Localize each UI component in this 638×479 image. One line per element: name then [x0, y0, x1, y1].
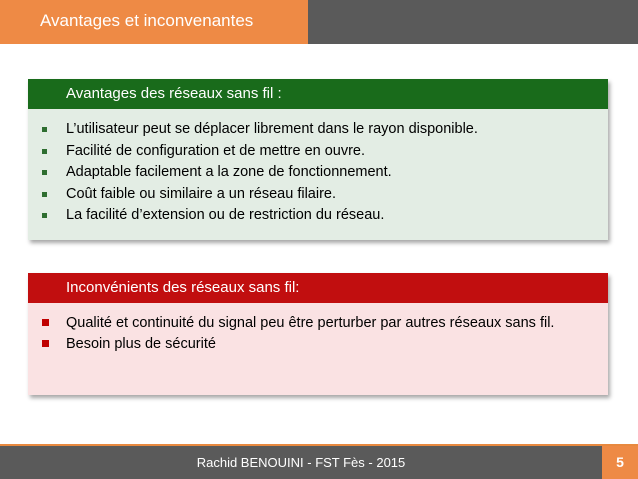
slide-footer — [0, 446, 602, 479]
list-item-text: Facilité de configuration et de mettre en ouvre. — [66, 142, 366, 159]
advantages-list — [42, 119, 608, 227]
advantages-body — [28, 109, 608, 240]
square-bullet-icon — [42, 127, 47, 132]
disadvantages-body — [28, 303, 608, 395]
list-item — [42, 205, 608, 227]
list-item — [42, 334, 602, 355]
disadvantages-header: Inconvénients des réseaux sans fil: — [28, 273, 608, 303]
title-bar-gray-block — [308, 0, 638, 44]
list-item-text: La facilité d’extension ou de restriction du réseau. — [66, 207, 385, 223]
list-item — [42, 162, 608, 184]
square-bullet-icon — [42, 149, 47, 154]
square-bullet-icon — [42, 213, 47, 218]
list-item-text: Besoin plus de sécurité — [66, 336, 216, 352]
slide-title-bar — [0, 0, 308, 44]
disadvantages-box — [28, 273, 608, 395]
list-item-text: Qualité et continuité du signal peu être perturber par autres réseaux sans fil. — [66, 315, 555, 331]
square-bullet-icon — [42, 192, 47, 197]
square-bullet-icon — [42, 170, 47, 175]
list-item — [42, 119, 608, 141]
square-bullet-icon — [42, 340, 49, 347]
list-item — [42, 184, 608, 206]
square-bullet-icon — [42, 319, 49, 326]
list-item-text: Adaptable facilement a la zone de fonctionnement. — [66, 164, 392, 180]
footer-text: Rachid BENOUINI - FST Fès - 2015 — [196, 455, 406, 470]
disadvantages-list — [42, 313, 602, 355]
list-item-text: L’utilisateur peut se déplacer librement dans le rayon disponible. — [66, 121, 478, 137]
advantages-box — [28, 79, 608, 240]
list-item-text: Coût faible ou similaire a un réseau filaire. — [66, 185, 336, 202]
list-item — [42, 313, 602, 334]
slide-title: Avantages et inconvenantes — [40, 11, 254, 30]
page-number: 5 — [602, 446, 638, 479]
advantages-header: Avantages des réseaux sans fil : — [28, 79, 608, 109]
list-item — [42, 141, 608, 163]
